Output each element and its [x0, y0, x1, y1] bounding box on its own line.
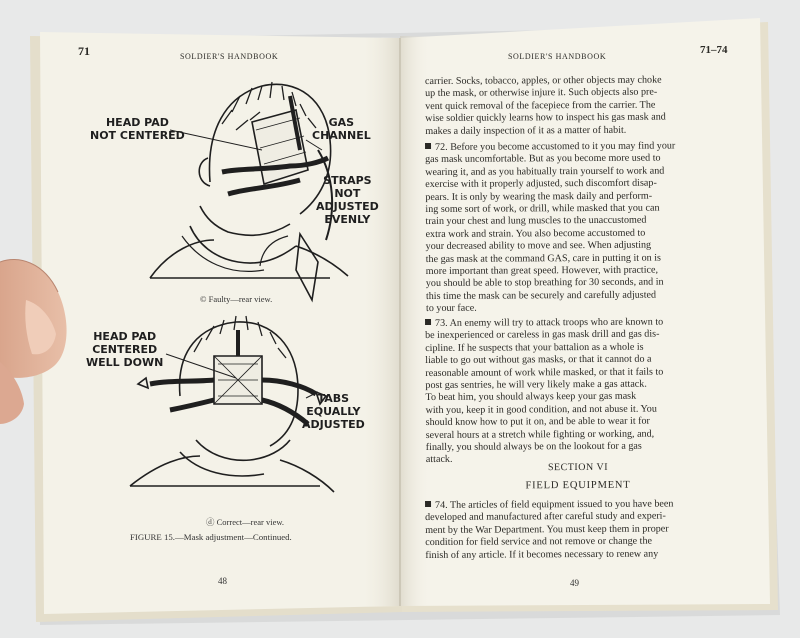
caption-faulty-marker: ©: [200, 294, 207, 304]
text-line: makes a daily inspection of it as a matter of habit.: [425, 124, 627, 137]
text-line: pears. It is only by wearing the mask daily and perform-: [425, 190, 653, 203]
text-line: reasonable amount of work while masked, or that it fails to: [425, 366, 664, 379]
text-line: developed and manufactured after careful study and experi-: [425, 510, 666, 524]
paragraph-72: [425, 140, 732, 316]
text-line: more important than great speed. However, with practice,: [425, 264, 659, 278]
caption-faulty-text: Faulty—rear view.: [208, 294, 273, 304]
left-header-number: 71: [78, 44, 90, 58]
text-line: several hours at a stretch while fighting or working, and,: [425, 428, 655, 441]
text-line: condition for field service and not remove or change the: [425, 535, 653, 549]
text-line: to your face.: [425, 302, 477, 315]
label-gas-channel: GAS CHANNEL: [312, 116, 371, 142]
label-head-pad-not-centered: HEAD PAD NOT CENTERED: [90, 116, 185, 142]
text-line: be inexperienced or careless in gas mask drill and gas dis-: [425, 328, 660, 342]
paragraph-bullet-icon: [425, 319, 431, 325]
text-line: ment by the War Department. You must keep them in proper: [425, 523, 669, 536]
text-line: extra work and strain. You also become accustomed to: [425, 227, 646, 240]
text-line: your decreased ability to move and see. When adjusting: [425, 239, 652, 253]
paragraph-74: [425, 498, 731, 562]
right-page-number: 49: [570, 578, 579, 588]
text-line: cipline. If he suspects that your battalion as a whole is: [425, 341, 644, 354]
text-line: attack.: [425, 454, 453, 466]
text-line: you should be able to stop breathing for 30 seconds, and in: [425, 277, 664, 290]
text-line: wise soldier quickly learns how to inspect his gas mask and: [425, 111, 666, 125]
caption-correct-marker: ⓓ: [206, 517, 215, 527]
left-page-number: 48: [218, 576, 227, 586]
caption-correct: [206, 516, 284, 528]
text-line: post gas sentries, he will very likely make a gas attack.: [425, 378, 647, 392]
caption-faulty: [200, 294, 272, 304]
text-line: should know how to put it on, and be able to wear it for: [425, 415, 650, 429]
paragraph-intro: [425, 74, 731, 138]
section-title: FIELD EQUIPMENT: [525, 479, 631, 492]
left-header-title: SOLDIER'S HANDBOOK: [180, 52, 279, 61]
text-line: 74. The articles of field equipment issued to you have been: [425, 498, 731, 512]
label-tabs-equally-adjusted: TABS EQUALLY ADJUSTED: [302, 392, 365, 431]
right-header-title: SOLDIER'S HANDBOOK: [508, 52, 607, 61]
figure-caption: FIGURE 15.—Mask adjustment—Continued.: [130, 532, 292, 542]
text-line: carrier. Socks, tobacco, apples, or other objects may choke: [425, 74, 662, 87]
text-line: up the mask, or otherwise injure it. Such objects also pre-: [425, 86, 658, 100]
paragraph-73: [425, 316, 732, 467]
text-line: exercise with it properly adjusted, such discomfort disap-: [425, 177, 657, 191]
label-straps-not-adjusted: STRAPS NOT ADJUSTED EVENLY: [316, 174, 379, 226]
label-head-pad-centered: HEAD PAD CENTERED WELL DOWN: [86, 330, 164, 369]
text-line: 73. An enemy will try to attack troops who are known to: [425, 316, 731, 330]
text-line: vent quick removal of the facepiece from the carrier. The: [425, 99, 656, 112]
paragraph-bullet-icon: [425, 501, 431, 507]
paragraph-bullet-icon: [425, 143, 431, 149]
text-line: finish of any article. If it becomes necessary to renew any: [425, 548, 659, 561]
text-line: 72. Before you become accustomed to it you may find your: [425, 140, 731, 154]
text-line: wearing it, and as you habitually train yourself to work and: [425, 165, 665, 178]
caption-correct-text: Correct—rear view.: [216, 517, 285, 527]
right-header-number: 71–74: [700, 44, 728, 56]
text-line: finally, you should always be on the lookout for a gas: [425, 440, 642, 454]
text-line: with you, keep it in good condition, and not abuse it. You: [425, 403, 657, 416]
text-line: this time the mask can be securely and carefully adjusted: [425, 289, 657, 302]
text-line: gas mask uncomfortable. But as you become more used to: [425, 152, 661, 166]
text-line: To beat him, you should always keep your gas mask: [425, 391, 637, 404]
text-line: the gas mask at the command GAS, care in putting it on is: [425, 252, 661, 265]
text-line: train your chest and lung muscles to the unaccustomed: [425, 215, 647, 228]
section-label: SECTION VI: [547, 461, 609, 474]
text-line: liable to go out without gas masks, or that it cannot do a: [425, 353, 652, 367]
text-line: ing some sort of work, or drill, while masked that you can: [425, 202, 660, 216]
